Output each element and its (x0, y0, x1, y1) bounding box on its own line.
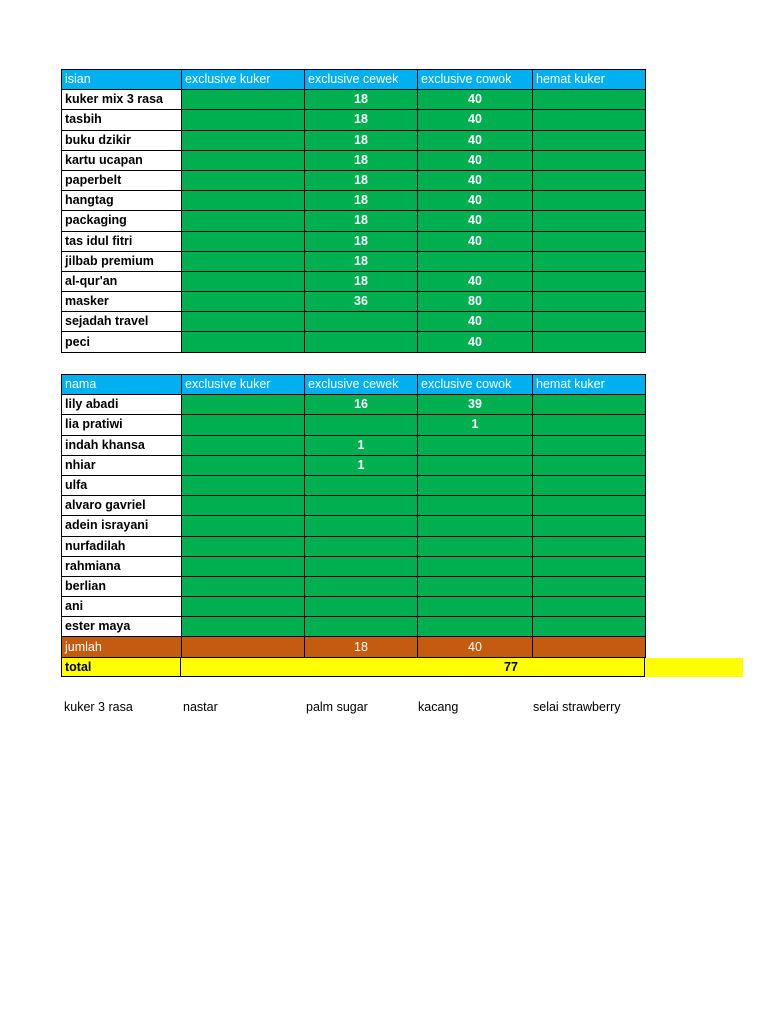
row-label-cell[interactable]: kartu ucapan (62, 150, 182, 170)
value-cell[interactable]: 18 (305, 637, 418, 657)
value-cell[interactable] (182, 516, 305, 536)
legend-item[interactable]: selai strawberry (533, 700, 621, 714)
value-cell[interactable] (305, 332, 418, 352)
value-cell[interactable] (182, 576, 305, 596)
table-row (62, 150, 646, 170)
legend-item[interactable]: kacang (418, 700, 459, 714)
table-row (62, 271, 646, 291)
value-cell[interactable] (305, 496, 418, 516)
value-cell[interactable]: 40 (418, 191, 533, 211)
row-label-cell[interactable]: indah khansa (62, 435, 182, 455)
value-cell[interactable] (305, 576, 418, 596)
table-row (62, 435, 646, 455)
value-cell[interactable]: 40 (418, 332, 533, 352)
value-cell[interactable] (418, 536, 533, 556)
value-cell[interactable]: 36 (305, 292, 418, 312)
value-cell[interactable] (418, 597, 533, 617)
table-row (62, 536, 646, 556)
value-cell[interactable] (533, 455, 646, 475)
row-label-cell[interactable]: masker (62, 292, 182, 312)
value-cell[interactable] (182, 251, 305, 271)
value-cell[interactable] (182, 191, 305, 211)
value-cell[interactable]: 18 (305, 231, 418, 251)
table-row (62, 292, 646, 312)
value-cell[interactable] (533, 90, 646, 110)
value-cell[interactable] (182, 332, 305, 352)
items-table (61, 69, 646, 353)
legend-item[interactable]: kuker 3 rasa (64, 700, 133, 714)
value-cell[interactable] (182, 292, 305, 312)
value-cell[interactable] (533, 637, 646, 657)
row-label-cell[interactable]: jumlah (62, 637, 182, 657)
table-row (62, 475, 646, 495)
value-cell[interactable] (533, 251, 646, 271)
value-cell[interactable] (182, 130, 305, 150)
value-cell[interactable] (182, 435, 305, 455)
value-cell[interactable] (533, 576, 646, 596)
value-cell[interactable]: 18 (305, 251, 418, 271)
value-cell[interactable] (305, 556, 418, 576)
value-cell[interactable] (533, 415, 646, 435)
value-cell[interactable]: 40 (418, 271, 533, 291)
value-cell[interactable]: 40 (418, 90, 533, 110)
row-label-cell[interactable]: ester maya (62, 617, 182, 637)
row-label-cell[interactable]: buku dzikir (62, 130, 182, 150)
value-cell[interactable] (182, 150, 305, 170)
value-cell[interactable]: 40 (418, 637, 533, 657)
value-cell[interactable]: 80 (418, 292, 533, 312)
value-cell[interactable] (182, 455, 305, 475)
value-cell[interactable] (305, 312, 418, 332)
row-label-cell[interactable]: paperbelt (62, 170, 182, 190)
value-cell[interactable] (305, 415, 418, 435)
table-row (62, 170, 646, 190)
row-label-cell[interactable]: ani (62, 597, 182, 617)
row-label-cell[interactable]: rahmiana (62, 556, 182, 576)
value-cell[interactable]: 1 (305, 455, 418, 475)
value-cell[interactable] (418, 576, 533, 596)
value-cell[interactable]: 18 (305, 130, 418, 150)
row-label-cell[interactable]: sejadah travel (62, 312, 182, 332)
legend-item[interactable]: nastar (183, 700, 218, 714)
value-cell[interactable] (533, 536, 646, 556)
value-cell[interactable]: 18 (305, 170, 418, 190)
table-row (62, 130, 646, 150)
table-row (62, 415, 646, 435)
header-row (62, 70, 646, 90)
value-cell[interactable] (533, 496, 646, 516)
value-cell[interactable] (418, 251, 533, 271)
table-row (62, 312, 646, 332)
value-cell[interactable] (533, 312, 646, 332)
value-cell[interactable]: 1 (418, 415, 533, 435)
value-cell[interactable] (182, 597, 305, 617)
row-label-cell[interactable]: kuker mix 3 rasa (62, 90, 182, 110)
row-label-cell[interactable]: nurfadilah (62, 536, 182, 556)
total-label[interactable]: total (61, 658, 181, 677)
row-label-cell[interactable]: adein israyani (62, 516, 182, 536)
value-cell[interactable] (533, 150, 646, 170)
value-cell[interactable]: 40 (418, 130, 533, 150)
table-row (62, 251, 646, 271)
table-row (62, 191, 646, 211)
value-cell[interactable] (182, 617, 305, 637)
row-label-cell[interactable]: jilbab premium (62, 251, 182, 271)
value-cell[interactable] (182, 170, 305, 190)
table-row (62, 231, 646, 251)
value-cell[interactable] (533, 211, 646, 231)
value-cell[interactable]: 18 (305, 191, 418, 211)
value-cell[interactable] (533, 191, 646, 211)
row-label-cell[interactable]: alvaro gavriel (62, 496, 182, 516)
row-label-cell[interactable]: tasbih (62, 110, 182, 130)
row-label-cell[interactable]: al-qur'an (62, 271, 182, 291)
value-cell[interactable]: 18 (305, 110, 418, 130)
column-header[interactable]: exclusive cewek (305, 375, 418, 395)
value-cell[interactable] (418, 617, 533, 637)
value-cell[interactable] (182, 496, 305, 516)
row-label-cell[interactable]: lia pratiwi (62, 415, 182, 435)
value-cell[interactable]: 18 (305, 211, 418, 231)
value-cell[interactable] (305, 617, 418, 637)
value-cell[interactable] (418, 435, 533, 455)
header-row (62, 375, 646, 395)
row-label-cell[interactable]: berlian (62, 576, 182, 596)
value-cell[interactable] (418, 475, 533, 495)
row-label-cell[interactable]: lily abadi (62, 395, 182, 415)
legend-item[interactable]: palm sugar (306, 700, 368, 714)
column-header[interactable]: exclusive cowok (418, 375, 533, 395)
value-cell[interactable] (533, 110, 646, 130)
column-header[interactable]: isian (62, 70, 182, 90)
row-label-cell[interactable]: packaging (62, 211, 182, 231)
value-cell[interactable] (533, 617, 646, 637)
value-cell[interactable] (533, 292, 646, 312)
table-row (62, 332, 646, 352)
value-cell[interactable] (182, 536, 305, 556)
value-cell[interactable] (305, 536, 418, 556)
total-value[interactable]: 77 (504, 660, 518, 674)
row-label-cell[interactable]: hangtag (62, 191, 182, 211)
total-row (61, 658, 743, 678)
value-cell[interactable]: 40 (418, 211, 533, 231)
value-cell[interactable] (182, 475, 305, 495)
table-row (62, 617, 646, 637)
value-cell[interactable] (305, 516, 418, 536)
value-cell[interactable] (418, 496, 533, 516)
table-row (62, 110, 646, 130)
table-row (62, 211, 646, 231)
value-cell[interactable] (533, 130, 646, 150)
value-cell[interactable] (182, 556, 305, 576)
value-cell[interactable] (533, 231, 646, 251)
column-header[interactable]: exclusive kuker (182, 70, 305, 90)
value-cell[interactable]: 18 (305, 271, 418, 291)
value-cell[interactable] (182, 90, 305, 110)
column-header[interactable]: hemat kuker (533, 70, 646, 90)
row-label-cell[interactable]: peci (62, 332, 182, 352)
sum-row (62, 637, 646, 657)
value-cell[interactable] (418, 516, 533, 536)
value-cell[interactable] (533, 395, 646, 415)
column-header[interactable]: hemat kuker (533, 375, 646, 395)
column-header[interactable]: nama (62, 375, 182, 395)
value-cell[interactable]: 39 (418, 395, 533, 415)
table-row (62, 597, 646, 617)
value-cell[interactable]: 40 (418, 312, 533, 332)
value-cell[interactable] (182, 271, 305, 291)
table-row (62, 90, 646, 110)
value-cell[interactable] (533, 332, 646, 352)
column-header[interactable]: exclusive kuker (182, 375, 305, 395)
value-cell[interactable] (533, 435, 646, 455)
value-cell[interactable] (305, 475, 418, 495)
value-cell[interactable]: 40 (418, 231, 533, 251)
table-row (62, 496, 646, 516)
value-cell[interactable] (533, 597, 646, 617)
value-cell[interactable]: 40 (418, 170, 533, 190)
value-cell[interactable] (182, 231, 305, 251)
value-cell[interactable] (182, 312, 305, 332)
column-header[interactable]: exclusive cowok (418, 70, 533, 90)
table-row (62, 516, 646, 536)
total-bar[interactable] (181, 658, 645, 677)
value-cell[interactable] (182, 637, 305, 657)
value-cell[interactable] (533, 271, 646, 291)
row-label-cell[interactable]: ulfa (62, 475, 182, 495)
value-cell[interactable] (533, 475, 646, 495)
value-cell[interactable] (182, 110, 305, 130)
value-cell[interactable]: 18 (305, 150, 418, 170)
value-cell[interactable] (418, 556, 533, 576)
value-cell[interactable] (418, 455, 533, 475)
value-cell[interactable]: 1 (305, 435, 418, 455)
column-header[interactable]: exclusive cewek (305, 70, 418, 90)
row-label-cell[interactable]: nhiar (62, 455, 182, 475)
table-row (62, 556, 646, 576)
value-cell[interactable]: 18 (305, 90, 418, 110)
table-row (62, 395, 646, 415)
value-cell[interactable] (305, 597, 418, 617)
value-cell[interactable]: 40 (418, 110, 533, 130)
table-row (62, 576, 646, 596)
value-cell[interactable]: 40 (418, 150, 533, 170)
row-label-cell[interactable]: tas idul fitri (62, 231, 182, 251)
total-bar-extension (645, 658, 743, 677)
value-cell[interactable] (182, 415, 305, 435)
names-table (61, 374, 646, 658)
value-cell[interactable] (533, 556, 646, 576)
value-cell[interactable] (533, 516, 646, 536)
value-cell[interactable]: 16 (305, 395, 418, 415)
value-cell[interactable] (182, 395, 305, 415)
table-row (62, 455, 646, 475)
value-cell[interactable] (533, 170, 646, 190)
value-cell[interactable] (182, 211, 305, 231)
